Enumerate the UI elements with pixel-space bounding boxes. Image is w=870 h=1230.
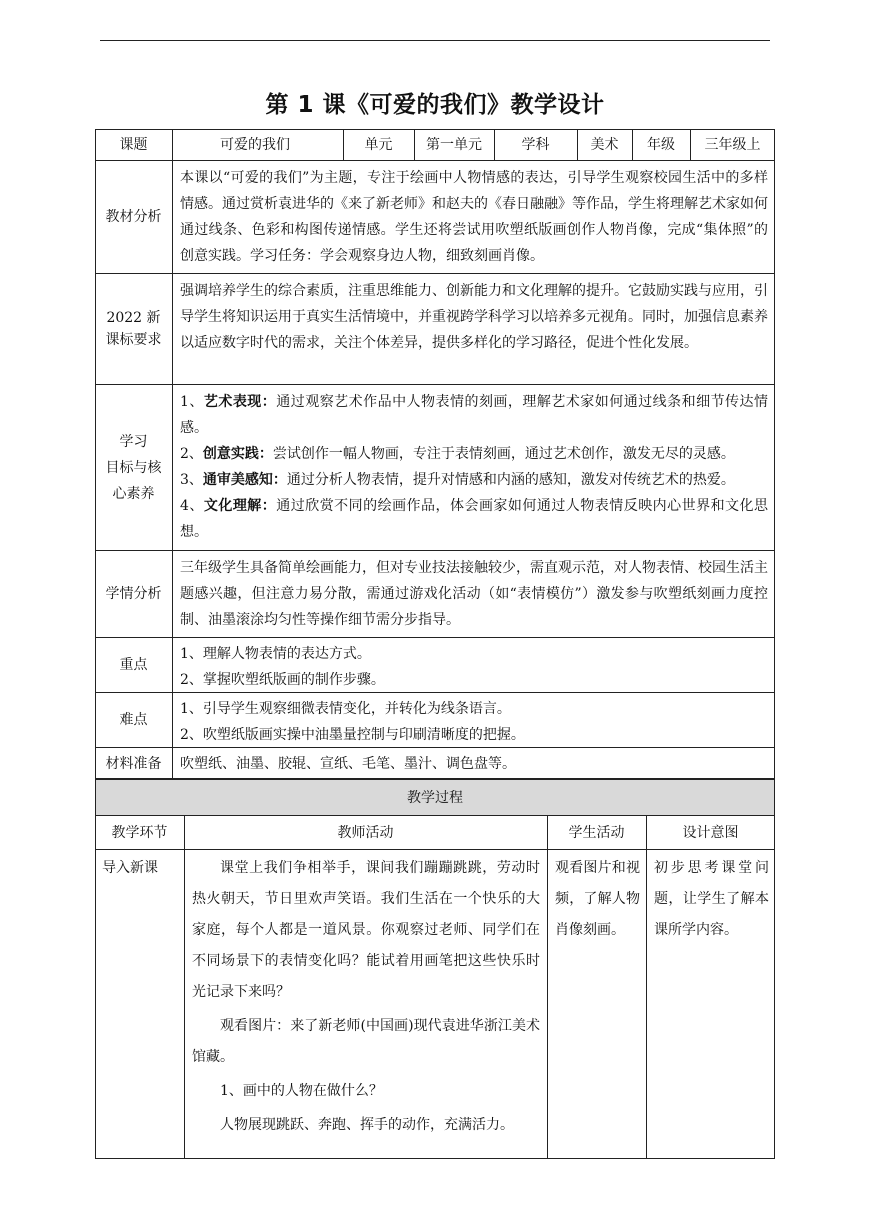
subject-label: 学科 xyxy=(521,137,550,153)
grade-label: 年级 xyxy=(647,137,675,153)
col-divider xyxy=(184,815,185,1159)
page-title: 第 1 课《可爱的我们》教学设计 xyxy=(265,92,605,118)
standard-label xyxy=(95,274,172,384)
key-label: 重点 xyxy=(119,657,148,673)
col-divider xyxy=(646,815,647,1159)
topic-value: 可爱的我们 xyxy=(220,137,290,153)
goals-label-line3: 心素养 xyxy=(112,485,155,502)
standard-text: 强调培养学生的综合素质，注重思维能力、创新能力和文化理解的提升。它鼓励实践与应用，引导学生将知识运用于真实生活情境中，并重视跨学科学习以培养多元视角。同时，加强信息素养以适应数字时代的需求，关注个体差异，提供多样化的学习路径，促进个性化发展。 xyxy=(180,283,768,351)
learner-label: 学情分析 xyxy=(105,586,162,602)
subject-value: 美术 xyxy=(590,137,619,153)
standard-label-line1: 2022 新 xyxy=(106,310,161,326)
goals-label-line1: 学习 xyxy=(119,433,148,450)
topic-label: 课题 xyxy=(119,137,148,153)
design-intent: 初步思考课堂问题，让学生了解本课所学内容。 xyxy=(654,860,769,938)
goal-item: 4、文化理解：通过欣赏不同的绘画作品，体会画家如何通过人物表情反映内心世界和文化思想。 xyxy=(180,498,769,540)
learner-text: 三年级学生具备简单绘画能力，但对专业技法接触较少，需直观示范，对人物表情、校园生活主题感兴趣，但注意力易分散，需通过游戏化活动（如“表情模仿”）激发参与吹塑纸刻画力度控制、油墨滚涂均匀性等操作细节需分步指导。 xyxy=(180,560,768,628)
teacher-paragraph: 课堂上我们争相举手，课间我们蹦蹦跳跳，劳动时热火朝天，节日里欢声笑语。我们生活在一个快乐的大家庭，每个人都是一道风景。你观察过老师、同学们在不同场景下的表情变化吗？能试着用画笔把这些快乐时光记录下来吗？ xyxy=(192,860,540,1000)
goal-item: 1、艺术表现：通过观察艺术作品中人物表情的刻画，理解艺术家如何通过线条和细节传达情感。 xyxy=(180,394,769,436)
row-divider xyxy=(95,384,775,385)
teacher-paragraph: 人物展现跳跃、奔跑、挥手的动作，充满活力。 xyxy=(220,1117,514,1133)
key-points xyxy=(180,641,768,693)
row-divider xyxy=(95,550,775,551)
difficulty-point: 1、引导学生观察细微表情变化，并转化为线条语言。 xyxy=(180,701,511,717)
key-point: 2、掌握吹塑纸版画的制作步骤。 xyxy=(180,672,385,688)
row-divider xyxy=(95,849,775,850)
unit-label: 单元 xyxy=(364,137,393,153)
difficulty-points xyxy=(180,696,768,748)
grade-value: 三年级上 xyxy=(704,137,761,153)
difficulty-label: 难点 xyxy=(119,712,148,728)
student-activity: 观看图片和视频，了解人物肖像刻画。 xyxy=(555,860,640,938)
material-text: 本课以“可爱的我们”为主题，专注于绘画中人物情感的表达，引导学生观察校园生活中的多样情感。通过赏析袁进华的《来了新老师》和赵夫的《春日融融》等作品，学生将理解艺术家如何通过线条、色彩和构图传递情感。学生还将尝试用吹塑纸版画创作人物肖像，完成“集体照”的创意实践。学习任务：学会观察身边人物，细致刻画肖像。 xyxy=(180,170,768,264)
header-intent: 设计意图 xyxy=(682,824,739,841)
goal-item: 3、通审美感知：通过分析人物表情，提升对情感和内涵的感知，激发对传统艺术的热爱。 xyxy=(180,472,735,488)
col-divider xyxy=(547,815,548,1159)
prep-text: 吹塑纸、油墨、胶辊、宣纸、毛笔、墨汁、调色盘等。 xyxy=(180,755,516,772)
teacher-activity xyxy=(192,853,540,1141)
prep-label: 材料准备 xyxy=(105,755,162,772)
header-student: 学生活动 xyxy=(568,824,625,841)
col-divider xyxy=(172,129,173,779)
teacher-paragraph: 观看图片：来了新老师(中国画)现代袁进华浙江美术馆藏。 xyxy=(192,1018,540,1065)
stage-name: 导入新课 xyxy=(102,860,158,876)
process-section-title: 教学过程 xyxy=(96,780,774,815)
goal-item: 2、创意实践：尝试创作一幅人物画，专注于表情刻画，通过艺术创作，激发无尽的灵感。 xyxy=(180,446,735,462)
row-divider xyxy=(95,637,775,638)
material-label: 教材分析 xyxy=(105,209,162,225)
goals-label-line2: 目标与核 xyxy=(105,459,162,476)
goals-label xyxy=(95,385,172,550)
header-teacher: 教师活动 xyxy=(337,824,394,841)
row-divider xyxy=(95,160,775,161)
unit-value: 第一单元 xyxy=(426,137,482,153)
key-point: 1、理解人物表情的表达方式。 xyxy=(180,646,371,662)
row-divider xyxy=(95,273,775,274)
header-rule xyxy=(100,40,770,41)
teacher-paragraph: 1、画中的人物在做什么？ xyxy=(220,1083,383,1099)
goals-list xyxy=(180,389,768,545)
header-stage: 教学环节 xyxy=(111,824,168,841)
difficulty-point: 2、吹塑纸版画实操中油墨量控制与印刷清晰度的把握。 xyxy=(180,727,525,743)
standard-label-line2: 课标要求 xyxy=(105,332,162,348)
